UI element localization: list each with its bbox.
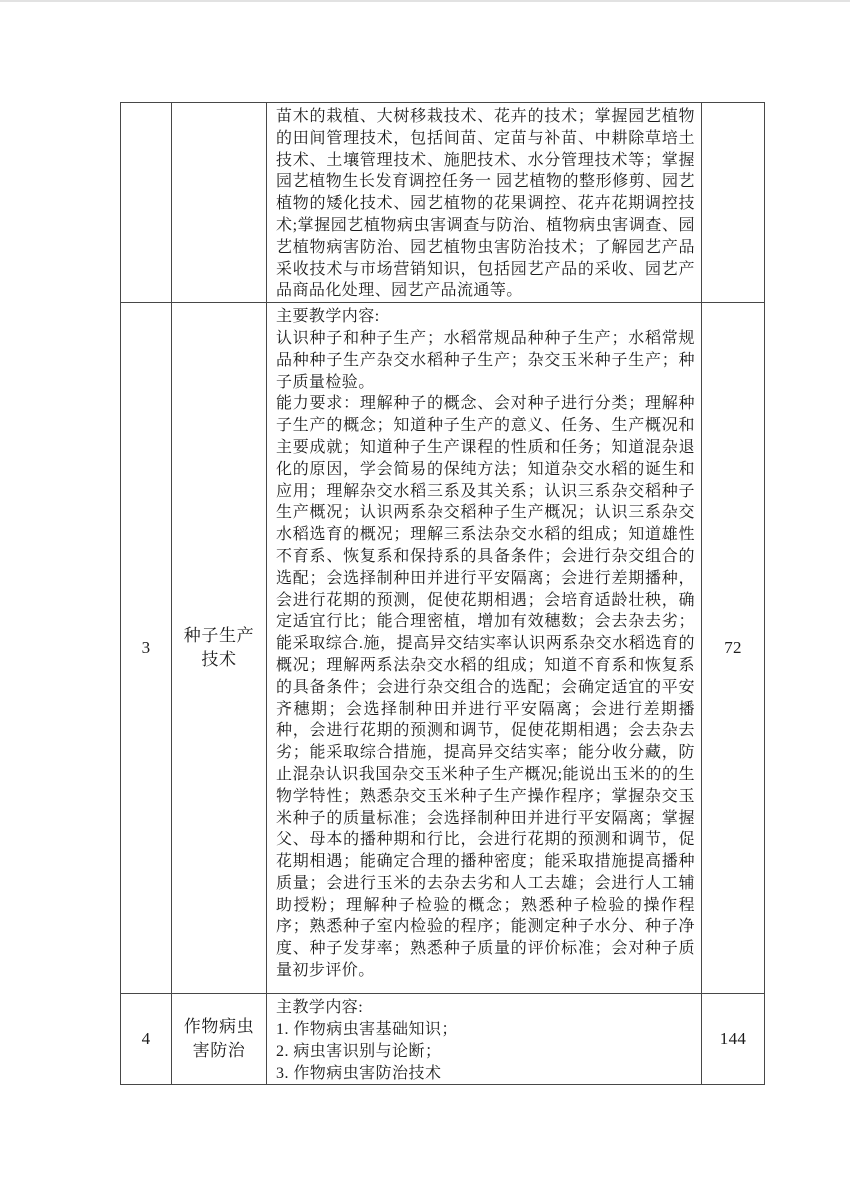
course-name-cell: 种子生产技术 <box>172 303 267 994</box>
content-paragraph: 主教学内容: <box>276 999 364 1017</box>
course-content-cell <box>267 303 702 994</box>
course-hours-cell: 72 <box>702 303 765 994</box>
course-name-cell: 作物病虫害防治 <box>172 994 267 1085</box>
content-paragraph: 苗木的栽植、大树移栽技术、花卉的技术；掌握园艺植物的田间管理技术，包括间苗、定苗与补苗、中耕除草培土技术、土壤管理技术、施肥技术、水分管理技术等；掌握园艺植物生长发育调控任务一 园艺植物的整形修剪、园艺植物的矮化技术、园艺植物的花果调控、花卉花期调控技术;掌握园艺植物病虫害调查与防治、植物病虫害调查、园艺植物病害防治、园艺植物虫害防治技术；了解园艺产品采收技术与市场营销知识，包括园艺产品的采收、园艺产品商品化处理、园艺产品流通等。 <box>276 108 695 300</box>
content-paragraph: 认识种子和种子生产；水稻常规品种种子生产；水稻常规品种种子生产杂交水稻种子生产；杂交玉米种子生产；种子质量检验。 <box>276 329 695 391</box>
table-row <box>121 303 765 994</box>
course-number-cell <box>121 103 172 303</box>
course-content-cell <box>267 103 702 303</box>
course-name-cell <box>172 103 267 303</box>
page-edge-divider <box>0 0 850 2</box>
course-hours-cell <box>702 103 765 303</box>
content-paragraph: 1. 作物病虫害基础知识； <box>276 1020 458 1038</box>
content-paragraph: 2. 病虫害识别与论断； <box>276 1042 442 1060</box>
table-row <box>121 994 765 1085</box>
course-number-cell: 3 <box>121 303 172 994</box>
course-content-cell <box>267 994 702 1085</box>
curriculum-table <box>120 102 765 1085</box>
content-paragraph: 主要教学内容: <box>276 308 380 326</box>
content-paragraph: 能力要求：理解种子的概念、会对种子进行分类；理解种子生产的概念；知道种子生产的意义、任务、生产概况和主要成就；知道种子生产课程的性质和任务；知道混杂退化的原因，学会简易的保纯方法；知道杂交水稻的诞生和应用；理解杂交水稻三系及其关系；认识三系杂交稻种子生产概况；认识两系杂交稻种子生产概况；认识三系杂交水稻选育的概况；理解三系法杂交水稻的组成；知道雄性不育系、恢复系和保持系的具备条件；会进行杂交组合的选配；会选择制种田并进行平安隔离；会进行差期播种，会进行花期的预测，促使花期相遇；会培育适龄壮秧，确定适宜行比；能合理密植，增加有效穗数；会去杂去劣；能采取综合.施，提高异交结实率认识两系杂交水稻选育的概况；理解两系法杂交水稻的组成；知道不育系和恢复系的具备条件；会进行杂交组合的选配；会确定适宜的平安齐穗期；会选择制种田并进行平安隔离；会进行差期播种，会进行花期的预测和调节，促使花期相遇；会去杂去劣；能采取综合措施，提高异交结实率；能分收分藏，防止混杂认识我国杂交玉米种子生产概况;能说出玉米的的生物学特性；熟悉杂交玉米种子生产操作程序；掌握杂交玉米种子的质量标准；会选择制种田并进行平安隔离；掌握父、母本的播种期和行比，会进行花期的预测和调节，促花期相遇；能确定合理的播种密度；能采取措施提高播种质量；会进行玉米的去杂去劣和人工去雄；会进行人工辅助授粉；理解种子检验的概念；熟悉种子检验的操作程序；熟悉种子室内检验的程序；能测定种子水分、种子净度、种子发芽率；熟悉种子质量的评价标准；会对种子质量初步评价。 <box>276 395 695 980</box>
content-paragraph: 3. 作物病虫害防治技术 <box>276 1064 442 1082</box>
course-hours-cell: 144 <box>702 994 765 1085</box>
course-number-cell: 4 <box>121 994 172 1085</box>
table-row <box>121 103 765 303</box>
